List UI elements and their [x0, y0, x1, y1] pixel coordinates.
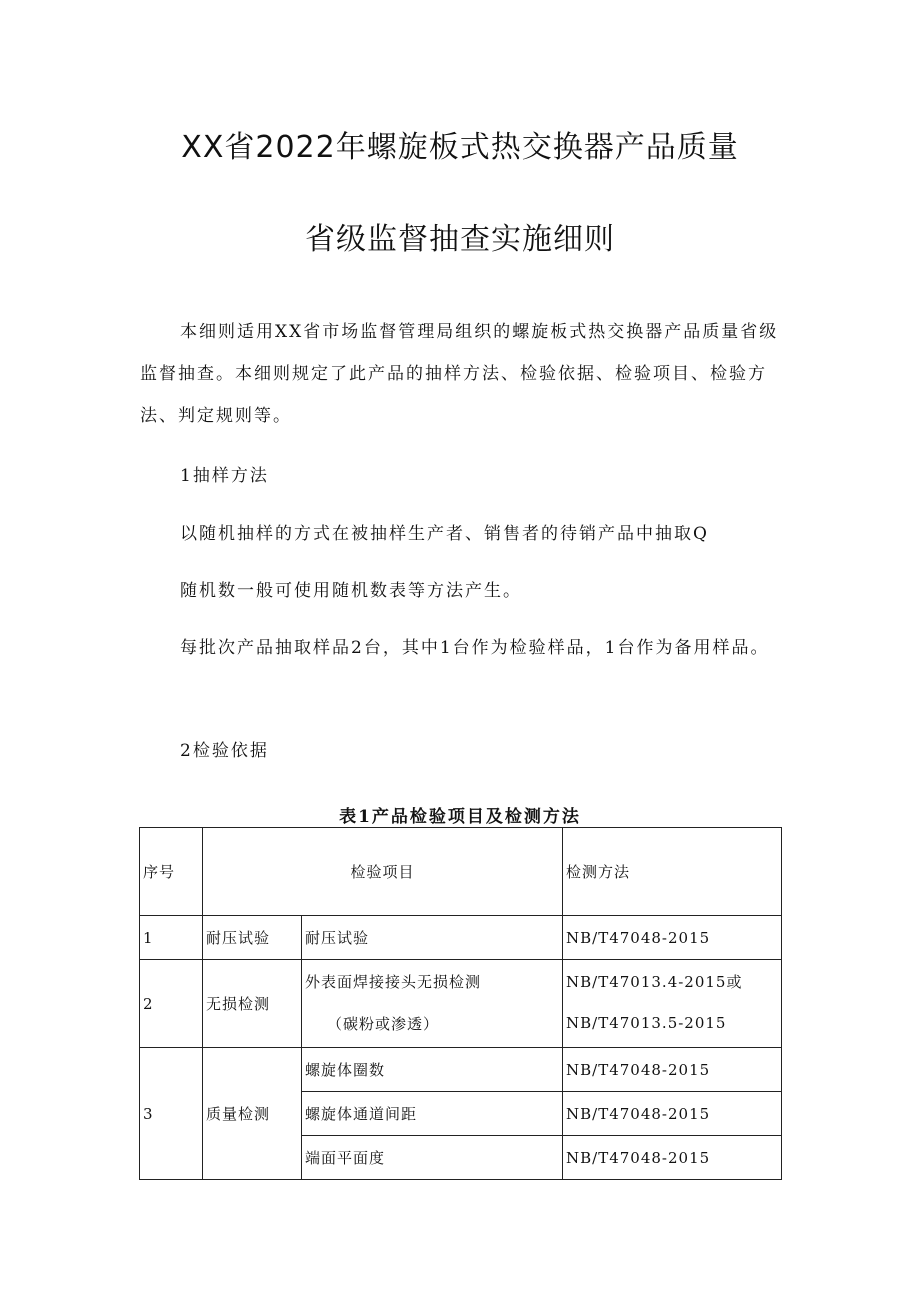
header-method: 检测方法 [563, 828, 782, 916]
row-method: NB/T47048-2015 [563, 1136, 782, 1180]
row-no: 3 [140, 1048, 203, 1180]
document-title-line2: 省级监督抽查实施细则 [305, 222, 615, 257]
row-item: 螺旋体通道间距 [302, 1092, 563, 1136]
section1-paragraph1: 以随机抽样的方式在被抽样生产者、销售者的待销产品中抽取Q [180, 524, 709, 544]
row-item [302, 960, 563, 1048]
row-method: NB/T47048-2015 [563, 1092, 782, 1136]
table-row [140, 1048, 782, 1092]
row-method: NB/T47048-2015 [563, 916, 782, 960]
section2-heading: 2检验依据 [180, 741, 269, 761]
intro-paragraph: 本细则适用XX省市场监督管理局组织的螺旋板式热交换器产品质量省级监督抽查。本细则规定了此产品的抽样方法、检验依据、检验项目、检验方法、判定规则等。 [140, 322, 779, 426]
table-row [140, 960, 782, 1048]
row-category: 质量检测 [203, 1048, 302, 1180]
row-method-line1: NB/T47013.4-2015或 [566, 972, 743, 991]
row-method: NB/T47048-2015 [563, 1048, 782, 1092]
document-title-line1: XX省2022年螺旋板式热交换器产品质量 [181, 130, 739, 165]
row-no: 2 [140, 960, 203, 1048]
row-item: 耐压试验 [302, 916, 563, 960]
table-caption: 表1产品检验项目及检测方法 [339, 807, 581, 827]
row-item-line2: （碳粉或渗透） [327, 1014, 440, 1033]
row-item-line1: 外表面焊接接头无损检测 [305, 972, 482, 991]
section1-paragraph3: 每批次产品抽取样品2台，其中1台作为检验样品，1台作为备用样品。 [180, 638, 770, 658]
row-method [563, 960, 782, 1048]
row-category: 耐压试验 [203, 916, 302, 960]
section1-paragraph2: 随机数一般可使用随机数表等方法产生。 [180, 581, 522, 601]
table-header-row [140, 828, 782, 916]
section1-heading: 1抽样方法 [180, 466, 269, 486]
row-item: 端面平面度 [302, 1136, 563, 1180]
header-item: 检验项目 [203, 828, 563, 916]
row-item: 螺旋体圈数 [302, 1048, 563, 1092]
header-no: 序号 [140, 828, 203, 916]
table-row [140, 916, 782, 960]
row-no: 1 [140, 916, 203, 960]
row-method-line2: NB/T47013.5-2015 [566, 1014, 727, 1032]
row-category: 无损检测 [203, 960, 302, 1048]
inspection-table [139, 827, 782, 1180]
